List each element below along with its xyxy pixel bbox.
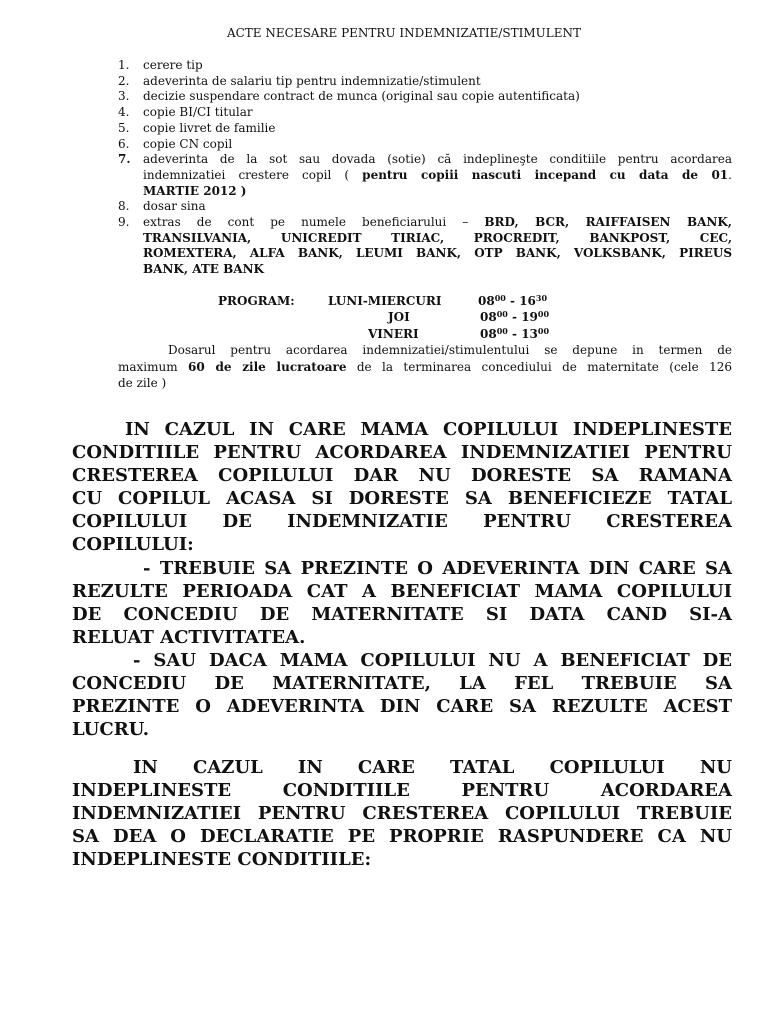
section-line: CONCEDIU DE MATERNITATE, LA FEL TREBUIE SA bbox=[72, 673, 732, 695]
section-line: INDEPLINESTE CONDITIILE: bbox=[72, 849, 372, 871]
section-line: - TREBUIE SA PREZINTE O ADEVERINTA DIN CARE SA bbox=[143, 557, 732, 579]
list-item-line: copie CN copil bbox=[143, 136, 233, 151]
deadline-note-text: de la terminarea concediului de maternitate (cele 126 bbox=[346, 359, 732, 374]
list-item-number: 2. bbox=[118, 73, 130, 88]
time-separator: - bbox=[512, 310, 518, 324]
office-hours-time bbox=[480, 309, 549, 325]
list-item bbox=[118, 105, 732, 121]
office-hours-days: VINERI bbox=[368, 327, 419, 341]
list-item-line: adeverinta de la sot sau dovada (sotie) că indeplineşte conditiile pentru acordarea bbox=[143, 152, 732, 167]
open-minutes: 00 bbox=[496, 326, 508, 336]
section-line: REZULTE PERIOADA CAT A BENEFICIAT MAMA COPILULUI bbox=[72, 580, 732, 602]
mother-conditions-section bbox=[72, 418, 732, 741]
list-item-number: 9. bbox=[118, 215, 130, 230]
list-item-line: dosar sina bbox=[143, 199, 206, 214]
list-item-number: 8. bbox=[118, 199, 130, 214]
close-minutes: 00 bbox=[537, 309, 550, 319]
section-line: IN CAZUL IN CARE TATAL COPILULUI NU bbox=[133, 757, 732, 778]
list-item-line: copie BI/CI titular bbox=[143, 105, 253, 120]
section-line: INDEPLINESTE CONDITIILE PENTRU ACORDAREA bbox=[72, 780, 732, 802]
deadline-note-line: Dosarul pentru acordarea indemnizatiei/stimulentului se depune in termen de bbox=[168, 343, 732, 357]
list-item-line: decizie suspendare contract de munca (original sau copie autentificata) bbox=[143, 89, 580, 104]
list-item-number: 3. bbox=[118, 89, 130, 104]
section-line: LUCRU. bbox=[72, 719, 149, 741]
section-line: DE CONCEDIU DE MATERNITATE SI DATA CAND SI-A bbox=[72, 603, 732, 625]
list-item-number: 6. bbox=[118, 136, 130, 151]
list-item bbox=[118, 199, 732, 215]
section-line: INDEMNIZATIEI PENTRU CRESTEREA COPILULUI TREBUIE bbox=[72, 803, 732, 825]
list-item-line bbox=[143, 215, 732, 231]
section-line: - SAU DACA MAMA COPILULUI NU A BENEFICIAT DE bbox=[133, 649, 732, 671]
list-item-line: MARTIE 2012 ) bbox=[143, 183, 247, 198]
open-minutes: 00 bbox=[494, 293, 506, 303]
list-item bbox=[118, 137, 732, 153]
time-separator: - bbox=[510, 294, 516, 308]
open-hour: 08 bbox=[480, 310, 497, 324]
list-item bbox=[118, 58, 732, 74]
required-documents-list bbox=[118, 58, 732, 278]
list-item-line: TRANSILVANIA, UNICREDIT TIRIAC, PROCREDIT, BANKPOST, CEC, bbox=[143, 230, 732, 245]
deadline-note-bold-text: 60 de zile lucratoare bbox=[188, 359, 347, 374]
office-hours-label: PROGRAM: bbox=[218, 294, 295, 308]
list-item-line: cerere tip bbox=[143, 58, 203, 72]
close-hour: 13 bbox=[521, 327, 538, 341]
deadline-note bbox=[118, 342, 732, 392]
section-line: RELUAT ACTIVITATEA. bbox=[72, 626, 306, 648]
list-item-number: 7. bbox=[118, 152, 131, 167]
list-item-number: 4. bbox=[118, 105, 130, 120]
list-item-number: 5. bbox=[118, 120, 130, 135]
section-line: COPILULUI DE INDEMNIZATIE PENTRU CRESTEREA bbox=[72, 511, 732, 533]
list-item bbox=[118, 152, 732, 199]
open-hour: 08 bbox=[478, 294, 495, 308]
list-item bbox=[118, 89, 732, 105]
section-line: CU COPILUL ACASA SI DORESTE SA BENEFICIEZE TATAL bbox=[72, 488, 732, 510]
close-hour: 19 bbox=[521, 310, 538, 324]
list-item-bold-text: BRD, BCR, RAIFFAISEN BANK, bbox=[484, 215, 732, 230]
office-hours-time bbox=[478, 293, 547, 309]
section-line: CRESTEREA COPILULUI DAR NU DORESTE SA RAMANA bbox=[72, 465, 732, 487]
list-item-text: extras de cont pe numele beneficiarului – bbox=[143, 215, 485, 230]
list-item-line: BANK, ATE BANK bbox=[143, 262, 264, 277]
list-item-text: . bbox=[728, 167, 732, 182]
office-hours-time bbox=[480, 326, 549, 342]
office-hours-days: JOI bbox=[388, 310, 410, 324]
open-hour: 08 bbox=[480, 327, 497, 341]
deadline-note-line bbox=[118, 359, 732, 376]
father-conditions-section bbox=[72, 756, 732, 871]
section-line: IN CAZUL IN CARE MAMA COPILULUI INDEPLINESTE bbox=[125, 419, 732, 440]
section-line: PREZINTE O ADEVERINTA DIN CARE SA REZULTE ACEST bbox=[72, 696, 732, 718]
list-item-line: ROMEXTERA, ALFA BANK, LEUMI BANK, OTP BANK, VOLKSBANK, PIREUS bbox=[143, 246, 732, 261]
list-item-bold-text: pentru copiii nascuti incepand cu data de 01 bbox=[362, 167, 729, 182]
open-minutes: 00 bbox=[496, 309, 508, 319]
list-item-line bbox=[143, 168, 732, 184]
document-title: ACTE NECESARE PENTRU INDEMNIZATIE/STIMULENT bbox=[226, 26, 582, 40]
deadline-note-text: maximum bbox=[118, 359, 189, 374]
list-item-text: indemnizatiei crestere copil ( bbox=[143, 167, 363, 182]
time-separator: - bbox=[512, 327, 518, 341]
list-item bbox=[118, 215, 732, 278]
close-minutes: 00 bbox=[537, 326, 550, 336]
list-item-line: adeverinta de salariu tip pentru indemnizatie/stimulent bbox=[143, 73, 481, 88]
section-line: CONDITIILE PENTRU ACORDAREA INDEMNIZATIEI PENTRU bbox=[72, 442, 732, 464]
list-item-line: copie livret de familie bbox=[143, 120, 276, 135]
section-line: SA DEA O DECLARATIE PE PROPRIE RASPUNDERE CA NU bbox=[72, 826, 732, 848]
section-line: COPILULUI: bbox=[72, 534, 194, 556]
deadline-note-line: de zile ) bbox=[118, 376, 167, 390]
close-minutes: 30 bbox=[535, 293, 548, 303]
list-item-number: 1. bbox=[118, 58, 130, 72]
list-item bbox=[118, 74, 732, 90]
list-item bbox=[118, 121, 732, 137]
office-hours-days: LUNI-MIERCURI bbox=[328, 294, 442, 308]
close-hour: 16 bbox=[519, 294, 536, 308]
